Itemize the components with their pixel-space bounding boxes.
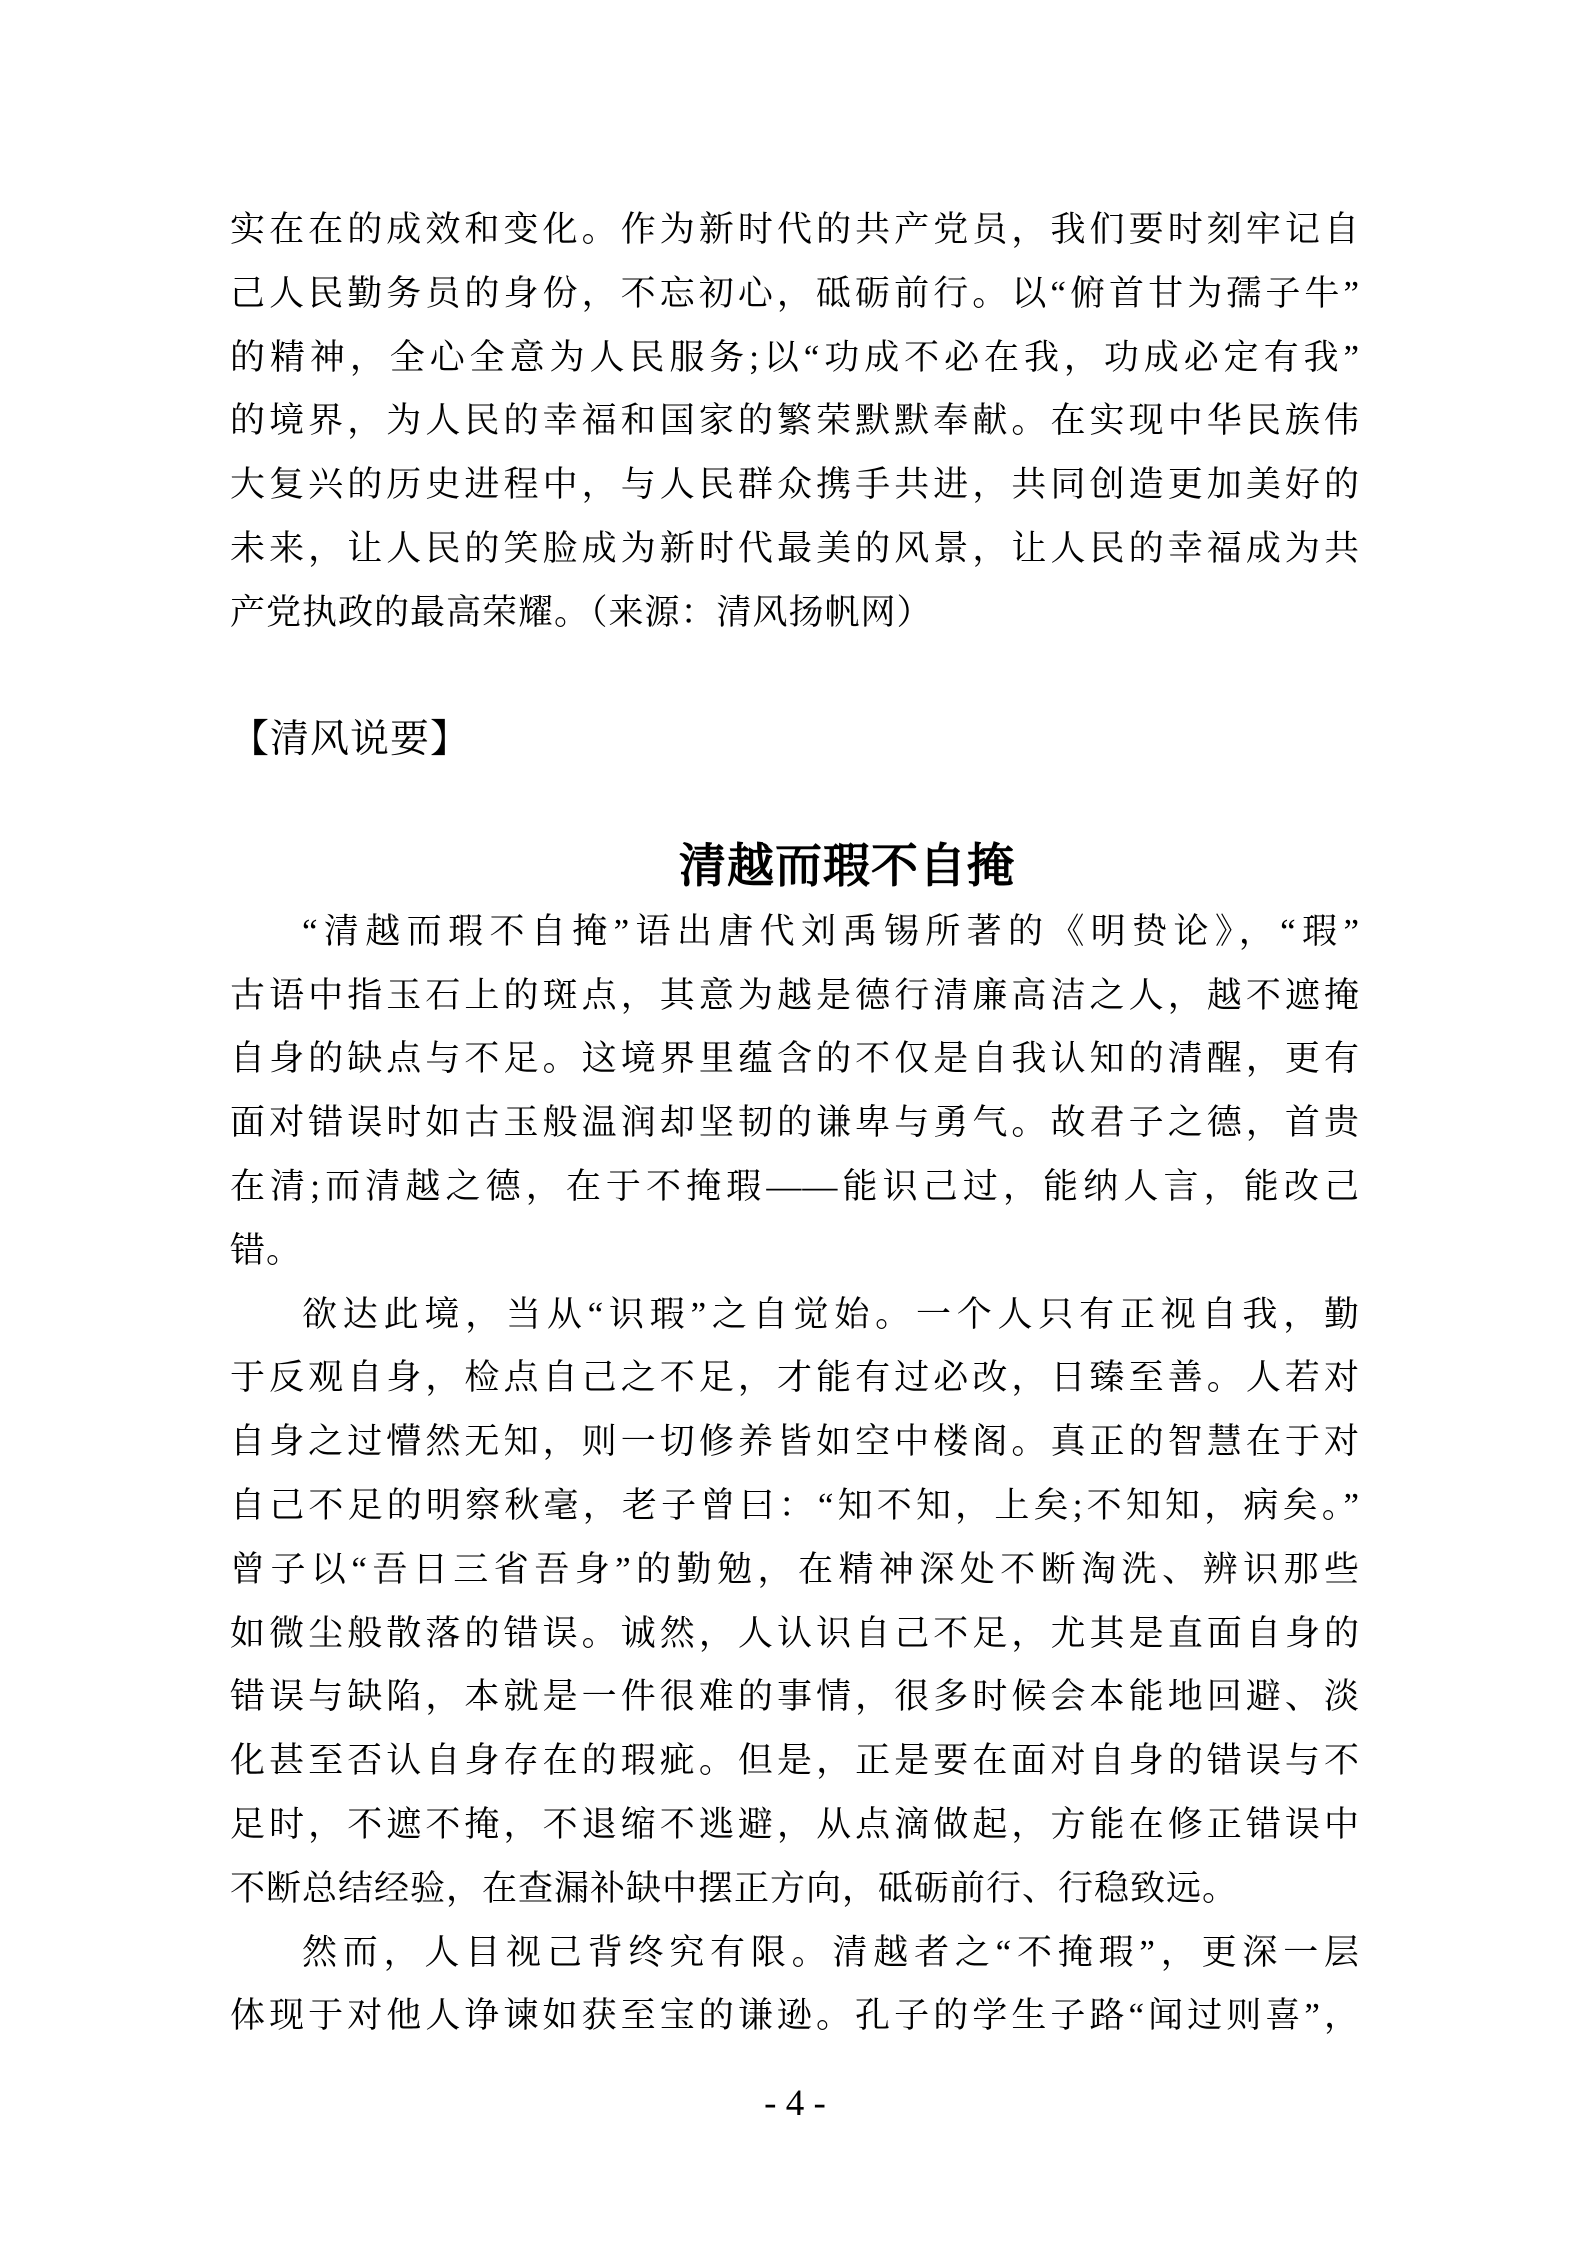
text-line: 大复兴的历史进程中，与人民群众携手共进，共同创造更加美好的: [230, 465, 1360, 505]
text-line: 的精神，全心全意为人民服务;以“功成不必在我，功成必定有我”: [230, 337, 1360, 377]
text-line: 在清;而清越之德，在于不掩瑕——能识己过，能纳人言，能改己: [230, 1166, 1360, 1206]
text-line: 错。: [230, 1230, 303, 1270]
page-content: [230, 198, 1360, 2048]
text-line: 欲达此境，当从“识瑕”之自觉始。一个人只有正视自我，勤: [302, 1294, 1360, 1334]
text-line: 然而，人目视己背终究有限。清越者之“不掩瑕”，更深一层: [302, 1932, 1360, 1972]
page-number: - 4 -: [764, 2083, 826, 2124]
text-line: 化甚至否认自身存在的瑕疵。但是，正是要在面对自身的错误与不: [230, 1741, 1360, 1781]
text-line: 古语中指玉石上的斑点，其意为越是德行清廉高洁之人，越不遮掩: [230, 975, 1360, 1015]
text-line: 错误与缺陷，本就是一件很难的事情，很多时候会本能地回避、淡: [230, 1677, 1360, 1717]
text-line: “清越而瑕不自掩”语出唐代刘禹锡所著的《明贽论》，“瑕”: [302, 911, 1360, 951]
blank-line: [230, 645, 1360, 709]
text-line: 如微尘般散落的错误。诚然，人认识自己不足，尤其是直面自身的: [230, 1613, 1360, 1653]
text-line: 体现于对他人诤谏如获至宝的谦逊。孔子的学生子路“闻过则喜”，: [230, 1996, 1360, 2036]
text-line: 己人民勤务员的身份，不忘初心，砥砺前行。以“俯首甘为孺子牛”: [230, 273, 1360, 313]
text-line: 自身之过懵然无知，则一切修养皆如空中楼阁。真正的智慧在于对: [230, 1422, 1360, 1462]
text-line: 足时，不遮不掩，不退缩不逃避，从点滴做起，方能在修正错误中: [230, 1804, 1360, 1844]
text-line: 自身的缺点与不足。这境界里蕴含的不仅是自我认知的清醒，更有: [230, 1039, 1360, 1079]
text-line: 实在在的成效和变化。作为新时代的共产党员，我们要时刻牢记自: [230, 210, 1360, 249]
text-line: 不断总结经验，在查漏补缺中摆正方向，砥砺前行、行稳致远。: [230, 1868, 1239, 1908]
text-line: 面对错误时如古玉般温润却坚韧的谦卑与勇气。故君子之德，首贵: [230, 1103, 1360, 1143]
text-line: 的境界，为人民的幸福和国家的繁荣默默奉献。在实现中华民族伟: [230, 401, 1360, 441]
text-line: 未来，让人民的笑脸成为新时代最美的风景，让人民的幸福成为共: [230, 528, 1360, 568]
text-line: 自己不足的明察秋毫，老子曾曰：“知不知，上矣;不知知，病矣。”: [230, 1485, 1360, 1525]
article-title: 清越而瑕不自掩: [679, 840, 1015, 893]
text-line: 于反观自身，检点自己之不足，才能有过必改，日臻至善。人若对: [230, 1358, 1360, 1398]
text-line: 曾子以“吾日三省吾身”的勤勉，在精神深处不断淘洗、辨识那些: [230, 1549, 1360, 1589]
text-line: 产党执政的最高荣耀。（来源：清风扬帆网）: [230, 592, 933, 632]
section-label: 【清风说要】: [230, 718, 471, 762]
blank-line: [230, 772, 1360, 836]
